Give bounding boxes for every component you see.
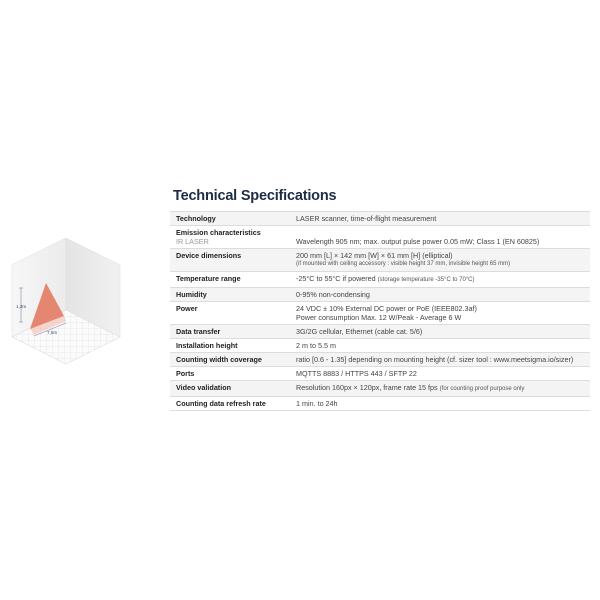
spec-value: 3G/2G cellular, Ethernet (cable cat. 5/6) — [290, 325, 590, 339]
spec-label: Emission characteristics — [176, 228, 261, 237]
spec-value: Resolution 160px × 120px, frame rate 15 fps — [296, 383, 438, 392]
table-row — [170, 288, 590, 302]
coverage-illustration — [4, 232, 128, 366]
spec-label: Temperature range — [170, 272, 290, 288]
spec-note: (for counting proof purpose only — [439, 386, 525, 392]
table-row — [170, 381, 590, 397]
room-coverage-diagram — [4, 232, 128, 366]
spec-value: 1 min. to 24h — [290, 397, 590, 411]
spec-label: Technology — [170, 212, 290, 226]
spec-value-cell — [290, 272, 590, 288]
spec-value-cell — [290, 302, 590, 325]
spec-value-cell — [290, 249, 590, 272]
spec-value: -25°C to 55°C if powered — [296, 274, 376, 283]
spec-value: LASER scanner, time-of-flight measurement — [290, 212, 590, 226]
spec-value-cell — [290, 381, 590, 397]
spec-value: 200 mm [L] × 142 mm [W] × 61 mm [H] (elliptical) — [296, 251, 453, 260]
spec-label: Data transfer — [170, 325, 290, 339]
spec-value: Wavelength 905 nm; max. output pulse power 0.05 mW; Class 1 (EN 60825) — [296, 237, 540, 246]
table-row — [170, 325, 590, 339]
spec-value: 0-95% non-condensing — [290, 288, 590, 302]
spec-table — [170, 211, 590, 411]
table-row — [170, 249, 590, 272]
spec-label-cell — [170, 226, 290, 249]
spec-label: Video validation — [170, 381, 290, 397]
spec-label: Counting width coverage — [170, 353, 290, 367]
spec-note: (if mounted with ceiling accessory : visible height 37 mm, invisible height 65 mm) — [296, 261, 511, 267]
spec-label: Humidity — [170, 288, 290, 302]
spec-value-cell — [290, 226, 590, 249]
spec-label: Device dimensions — [170, 249, 290, 272]
spec-label: Power — [170, 302, 290, 325]
height-label: 1,3m — [16, 304, 27, 309]
table-row — [170, 302, 590, 325]
spec-note: (storage temperature -35°C to 70°C) — [377, 277, 475, 283]
spec-label: Ports — [170, 367, 290, 381]
spec-label: Counting data refresh rate — [170, 397, 290, 411]
table-row — [170, 272, 590, 288]
spec-value: 2 m to 5.5 m — [290, 339, 590, 353]
table-row — [170, 212, 590, 226]
technical-specifications — [170, 188, 590, 411]
section-title: Technical Specifications — [173, 188, 337, 204]
table-row — [170, 397, 590, 411]
table-row — [170, 367, 590, 381]
spec-label: Installation height — [170, 339, 290, 353]
width-label: 7,5m — [47, 330, 58, 335]
spec-value: 24 VDC ± 10% External DC power or PoE (IEEE802.3af) — [296, 304, 477, 313]
table-row — [170, 226, 590, 249]
spec-value-secondary: Power consumption Max. 12 W/Peak - Average 6 W — [296, 313, 462, 322]
table-row — [170, 353, 590, 367]
table-row — [170, 339, 590, 353]
spec-sublabel: IR LASER — [176, 237, 209, 246]
spec-value: MQTTS 8883 / HTTPS 443 / SFTP 22 — [290, 367, 590, 381]
spec-value: ratio [0.6 - 1.35] depending on mounting height (cf. sizer tool : www.meetsigma.io/sizer) — [290, 353, 590, 367]
